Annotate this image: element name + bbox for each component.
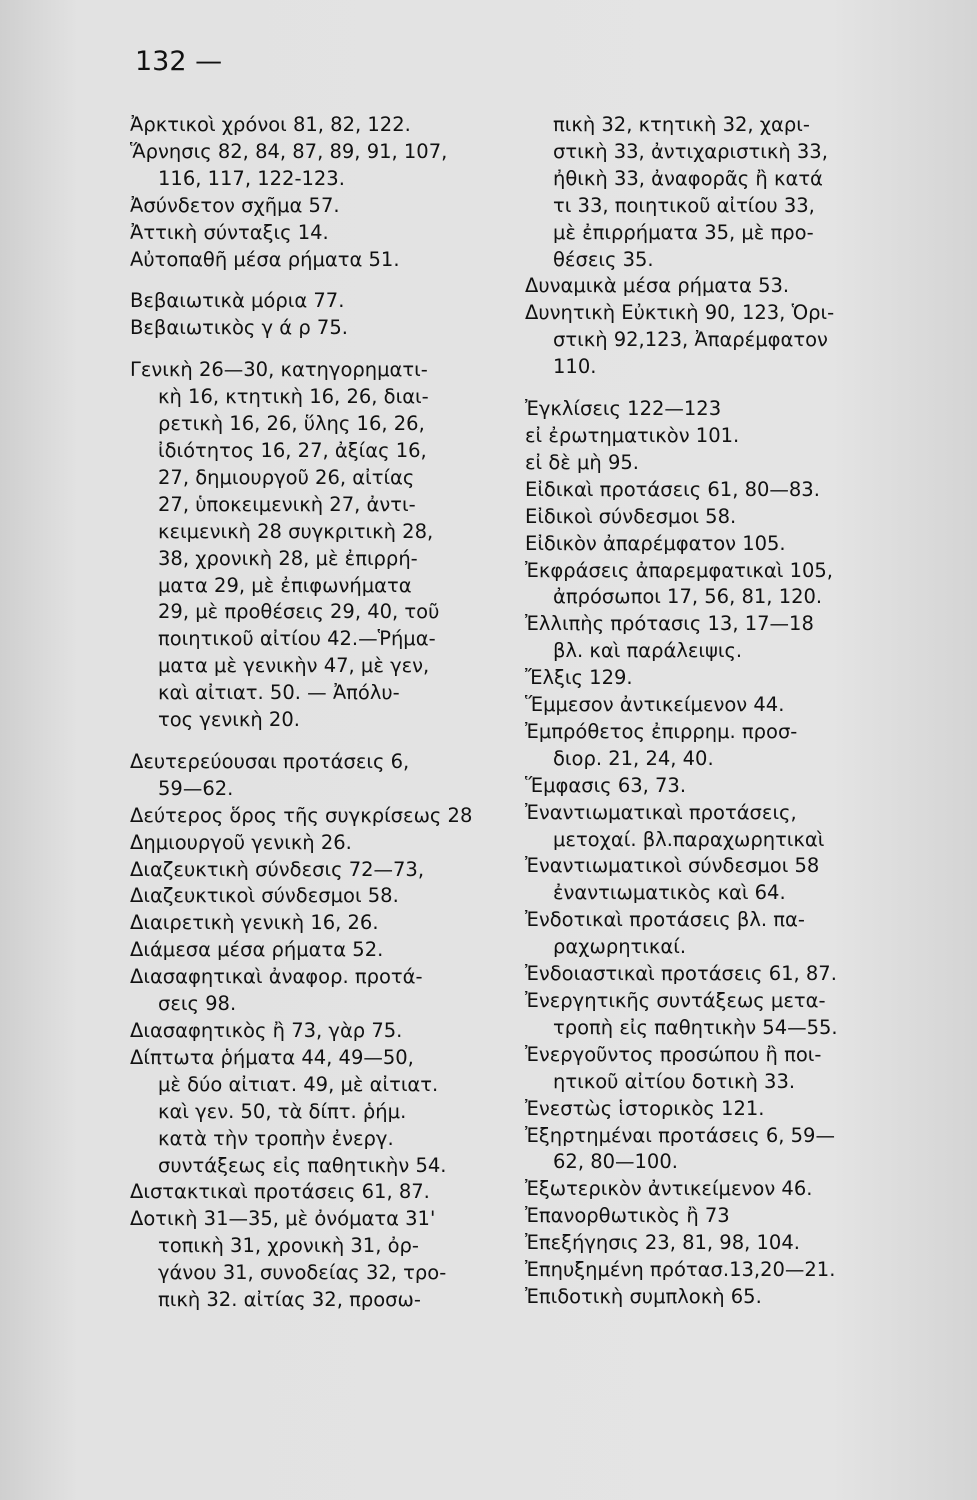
- index-entry-continuation: κειμενικὴ 28 συγκριτικὴ 28,: [158, 519, 434, 543]
- index-entry-continuation: θέσεις 35.: [553, 247, 654, 271]
- index-entry-continuation: ἰδιότητος 16, 27, ἀξίας 16,: [158, 438, 427, 462]
- index-entry-line: Ἐπηυξημένη πρότασ.13,20—21.: [525, 1258, 836, 1282]
- index-entry-line: Ἐνδοτικαὶ προτάσεις βλ. πα-: [525, 908, 805, 932]
- index-entry-continuation: 62, 80—100.: [553, 1150, 678, 1174]
- index-entry-continuation: συντάξεως εἰς παθητικὴν 54.: [158, 1153, 447, 1177]
- index-entry-line: Διστακτικαὶ προτάσεις 61, 87.: [130, 1180, 430, 1204]
- entry-gap: [525, 381, 895, 396]
- index-entry-line: Ἀρκτικοὶ χρόνοι 81, 82, 122.: [130, 113, 411, 136]
- index-entry: [525, 300, 895, 381]
- index-entry-line: Ἀττικὴ σύνταξις 14.: [130, 220, 329, 244]
- index-entry-line: Εἰδικοὶ σύνδεσμοι 58.: [525, 504, 737, 528]
- index-entry-continuation: ματα μὲ γενικὴν 47, μὲ γεν,: [158, 654, 430, 678]
- index-entry-line: Δυνητικὴ Εὐκτικὴ 90, 123, Ὁρι-: [525, 301, 835, 325]
- index-entry: [525, 907, 895, 961]
- index-entry: [525, 504, 895, 531]
- index-entry: [525, 961, 895, 988]
- index-entry: [525, 1123, 895, 1177]
- index-entry: [525, 1203, 895, 1230]
- index-entry: [525, 988, 895, 1042]
- index-entry-continuation: 27, δημιουργοῦ 26, αἰτίας: [158, 465, 415, 489]
- index-entry: [525, 800, 895, 854]
- index-entry-line: Ἅρνησις 82, 84, 87, 89, 91, 107,: [130, 139, 448, 163]
- index-column-right: [525, 112, 895, 1311]
- index-entry-line: εἰ δὲ μὴ 95.: [525, 450, 639, 474]
- index-entry: [130, 220, 460, 247]
- index-entry-line: Δίπτωτα ῥήματα 44, 49—50,: [130, 1045, 414, 1069]
- index-entry: [525, 450, 895, 477]
- index-entry-continuation: ποιητικοῦ αἰτίου 42.—Ῥήμα-: [158, 627, 436, 651]
- index-entry-continuation: τοπικὴ 31, χρονικὴ 31, ὀρ-: [158, 1234, 419, 1258]
- index-entry: [130, 803, 473, 830]
- index-entry-continuation: μὲ ἐπιρρήματα 35, μὲ προ-: [553, 220, 814, 244]
- index-entry-line: Ἐξωτερικὸν ἀντικείμενον 46.: [525, 1177, 813, 1201]
- index-entry-continuation: ματα 29, μὲ ἐπιφωνήματα: [158, 573, 412, 597]
- index-entry-continuation: ἀπρόσωποι 17, 56, 81, 120.: [553, 585, 823, 609]
- index-entry: [130, 830, 460, 857]
- index-entry-continuation: τι 33, ποιητικοῦ αἰτίου 33,: [553, 193, 815, 217]
- index-entry: [525, 531, 895, 558]
- index-entry: [525, 1284, 895, 1311]
- index-entry-continuation: καὶ γεν. 50, τὰ δίπτ. ῥήμ.: [158, 1099, 407, 1123]
- index-entry: [525, 719, 895, 773]
- index-entry-line: Ἐνεργητικῆς συντάξεως μετα-: [525, 989, 826, 1012]
- index-entry-line: εἰ ἐρωτηματικὸν 101.: [525, 423, 740, 447]
- index-entry-continuation: 27, ὑποκειμενικὴ 27, ἀντι-: [158, 492, 416, 516]
- index-entry-continuation: γάνου 31, συνοδείας 32, τρο-: [158, 1261, 447, 1285]
- index-entry-line: Βεβαιωτικὸς γ ά ρ 75.: [130, 316, 348, 340]
- index-entry-line: Ἐπιδοτικὴ συμπλοκὴ 65.: [525, 1284, 762, 1308]
- index-entry-continuation: τος γενικὴ 20.: [158, 708, 300, 732]
- index-entry-line: Ἐμπρόθετος ἐπιρρημ. προσ-: [525, 719, 798, 743]
- index-entry: [525, 1096, 895, 1123]
- index-entry: [525, 853, 895, 907]
- index-entry-continuation: 110.: [553, 355, 597, 379]
- index-entry-line: Ἐλλιπὴς πρότασις 13, 17—18: [525, 612, 814, 636]
- index-entry: [525, 1176, 895, 1203]
- index-entry-line: Ἐνεργοῦντος προσώπου ἢ ποι-: [525, 1042, 822, 1066]
- index-entry: [525, 423, 895, 450]
- index-entry-line: Διαζευκτικοὶ σύνδεσμοι 58.: [130, 884, 399, 908]
- entry-gap: [130, 342, 460, 357]
- index-entry: [130, 910, 460, 937]
- index-entry: [525, 665, 895, 692]
- index-entry-line: Διάμεσα μέσα ρήματα 52.: [130, 938, 384, 962]
- index-entry-line: Ἐπανορθωτικὸς ἢ 73: [525, 1204, 730, 1228]
- index-entry: [130, 883, 460, 910]
- index-entry: [130, 964, 460, 1018]
- index-column-left: [130, 112, 473, 1314]
- index-entry-continuation: ραχωρητικαί.: [553, 935, 687, 959]
- index-entry-continuation: καὶ αἰτιατ. 50. — Ἀπόλυ-: [158, 681, 400, 705]
- index-entry-line: Εἰδικὸν ἀπαρέμφατον 105.: [525, 531, 786, 555]
- index-entry-line: Ἐναντιωματικοὶ σύνδεσμοι 58: [525, 854, 820, 878]
- index-entry-continuation: διορ. 21, 24, 40.: [553, 746, 714, 770]
- index-entry-line: Γενικὴ 26—30, κατηγορηματι-: [130, 358, 428, 382]
- index-entry-line: Δυναμικὰ μέσα ρήματα 53.: [525, 274, 790, 298]
- index-entry: [525, 396, 895, 423]
- index-entry: [130, 937, 460, 964]
- index-entry-line: Ἔλξις 129.: [525, 666, 633, 690]
- index-entry-line: Ἕμμεσον ἀντικείμενον 44.: [525, 693, 785, 717]
- index-entry: [525, 1257, 895, 1284]
- index-entry: [130, 1018, 460, 1045]
- index-entry-continuation: στικὴ 33, ἀντιχαριστικὴ 33,: [553, 139, 828, 163]
- index-entry-continuation: σεις 98.: [158, 992, 237, 1016]
- page-number: 132 —: [135, 46, 223, 77]
- index-entry: [130, 139, 460, 193]
- index-entry-continuation: 38, χρονικὴ 28, μὲ ἐπιρρή-: [158, 546, 418, 570]
- index-entry-line: Ἐκφράσεις ἀπαρεμφατικαὶ 105,: [525, 558, 833, 582]
- index-entry-continuation: ητικοῦ αἰτίου δοτικὴ 33.: [553, 1069, 796, 1093]
- index-entry-continuation: πικὴ 32. αἰτίας 32, προσω-: [158, 1288, 421, 1312]
- index-entry-line: Διασαφητικὸς ἢ 73, γὰρ 75.: [130, 1019, 403, 1042]
- index-entry-continuation: κὴ 16, κτητικὴ 16, 26, διαι-: [158, 385, 429, 409]
- index-entry-line: Δεύτερος ὅρος τῆς συγκρίσεως 28: [130, 803, 473, 827]
- index-entry: [130, 247, 460, 274]
- index-entry-line: Δευτερεύουσαι προτάσεις 6,: [130, 749, 410, 773]
- index-entry-continuation: 116, 117, 122-123.: [158, 166, 345, 190]
- index-entry-continuation: 59—62.: [158, 776, 234, 800]
- index-entry: [525, 692, 895, 719]
- index-entry: [525, 477, 895, 504]
- index-entry-line: Δοτικὴ 31—35, μὲ ὀνόματα 31': [130, 1207, 436, 1231]
- index-entry-line: Ἐπεξήγησις 23, 81, 98, 104.: [525, 1231, 800, 1255]
- index-entry-line: Δημιουργοῦ γενικὴ 26.: [130, 830, 352, 854]
- index-entry: [525, 558, 895, 612]
- index-entry: [525, 1230, 895, 1257]
- index-entry: [130, 315, 460, 342]
- index-entry-line: Διασαφητικαὶ ἀναφορ. προτά-: [130, 965, 423, 989]
- index-entry-line: Ἕμφασις 63, 73.: [525, 773, 687, 797]
- index-entry-continuation: ἠθικὴ 33, ἀναφορᾶς ἢ κατά: [553, 166, 823, 190]
- index-entry-continuation: κατὰ τὴν τροπὴν ἐνεργ.: [158, 1126, 394, 1150]
- index-entry: [130, 288, 460, 315]
- index-entry-continuation: 29, μὲ προθέσεις 29, 40, τοῦ: [158, 600, 440, 624]
- index-entry-continuation: μὲ δύο αἰτιατ. 49, μὲ αἰτιατ.: [158, 1072, 439, 1096]
- index-entry-line: Αὐτοπαθῆ μέσα ρήματα 51.: [130, 247, 400, 271]
- index-entry: [525, 773, 895, 800]
- index-entry: [130, 857, 460, 884]
- index-entry: [130, 193, 460, 220]
- index-entry-line: Ἐγκλίσεις 122—123: [525, 397, 722, 421]
- index-entry-line: Διαιρετικὴ γενικὴ 16, 26.: [130, 911, 379, 935]
- index-entry: [130, 1206, 460, 1314]
- index-entry-line: Ἐνδοιαστικαὶ προτάσεις 61, 87.: [525, 962, 837, 986]
- index-entry-line: Διαζευκτικὴ σύνδεσις 72—73,: [130, 857, 425, 881]
- index-entry-continuation: ἐναντιωματικὸς καὶ 64.: [553, 881, 786, 905]
- index-entry-line: Εἰδικαὶ προτάσεις 61, 80—83.: [525, 477, 820, 501]
- index-entry-continuation: πικὴ 32, κτητικὴ 32, χαρι-: [553, 113, 810, 136]
- index-entry-line: Ἀσύνδετον σχῆμα 57.: [130, 193, 340, 217]
- index-entry: [525, 1042, 895, 1096]
- index-entry-continuation: τροπὴ εἰς παθητικὴν 54—55.: [553, 1015, 838, 1039]
- entry-gap: [130, 734, 460, 749]
- index-entry: [130, 357, 460, 734]
- index-entry: [525, 611, 895, 665]
- entry-gap: [130, 273, 460, 288]
- index-entry: [130, 1045, 460, 1180]
- index-entry: [130, 749, 460, 803]
- index-entry: [525, 112, 895, 273]
- index-entry: [130, 112, 460, 139]
- index-entry-continuation: μετοχαί. βλ.παραχωρητικαὶ: [553, 827, 825, 851]
- index-entry-continuation: στικὴ 92,123, Ἀπαρέμφατον: [553, 328, 828, 352]
- index-entry-continuation: ρετικὴ 16, 26, ὕλης 16, 26,: [158, 412, 425, 436]
- index-entry-line: Ἐνεστὼς ἱστορικὸς 121.: [525, 1096, 765, 1120]
- index-entry-line: Βεβαιωτικὰ μόρια 77.: [130, 289, 345, 313]
- index-entry: [130, 1179, 460, 1206]
- index-entry-line: Ἐναντιωματικαὶ προτάσεις,: [525, 800, 797, 824]
- index-entry: [525, 273, 895, 300]
- index-entry-continuation: βλ. καὶ παράλειψις.: [553, 639, 743, 663]
- index-entry-line: Ἐξηρτημέναι προτάσεις 6, 59—: [525, 1123, 835, 1147]
